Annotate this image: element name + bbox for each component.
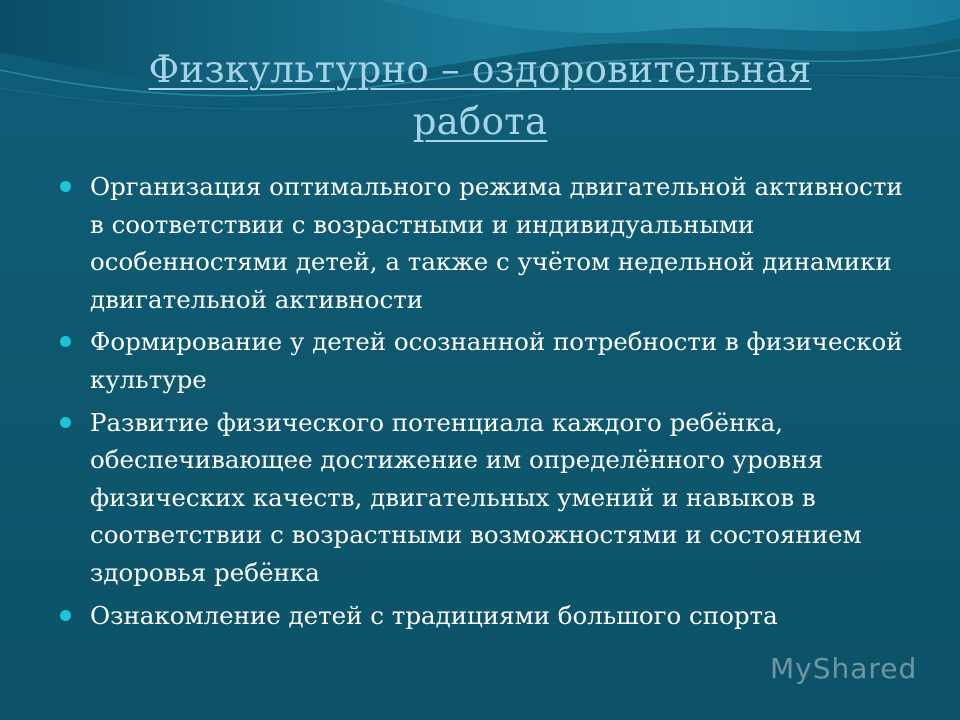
title-line-1: Физкультурно – оздоровительная xyxy=(148,48,812,91)
bullet-text: Организация оптимального режима двигательной активности в соответствии с возрастными и индивидуальными особенностями детей, а также с учётом недельной динамики двигательной активности xyxy=(90,172,903,314)
list-item xyxy=(60,404,920,592)
bullet-dot-icon xyxy=(60,336,71,347)
list-item xyxy=(60,597,920,635)
page-title xyxy=(60,44,900,148)
list-item xyxy=(60,323,920,398)
bullet-dot-icon xyxy=(60,610,71,621)
title-line-2: работа xyxy=(412,100,548,143)
list-item xyxy=(60,168,920,318)
bullet-text: Развитие физического потенциала каждого ребёнка, обеспечивающее достижение им определённого уровня физических качеств, двигательных умений и навыков в соответствии с возрастными возможностями и состоянием здоровья ребёнка xyxy=(90,407,862,587)
bullet-text: Формирование у детей осознанной потребности в физической культуре xyxy=(90,327,903,394)
bullet-dot-icon xyxy=(60,417,71,428)
bullet-dot-icon xyxy=(60,181,71,192)
watermark: MyShared xyxy=(770,652,918,685)
bullet-list xyxy=(60,168,920,639)
bullet-text: Ознакомление детей с традициями большого спорта xyxy=(90,600,778,630)
